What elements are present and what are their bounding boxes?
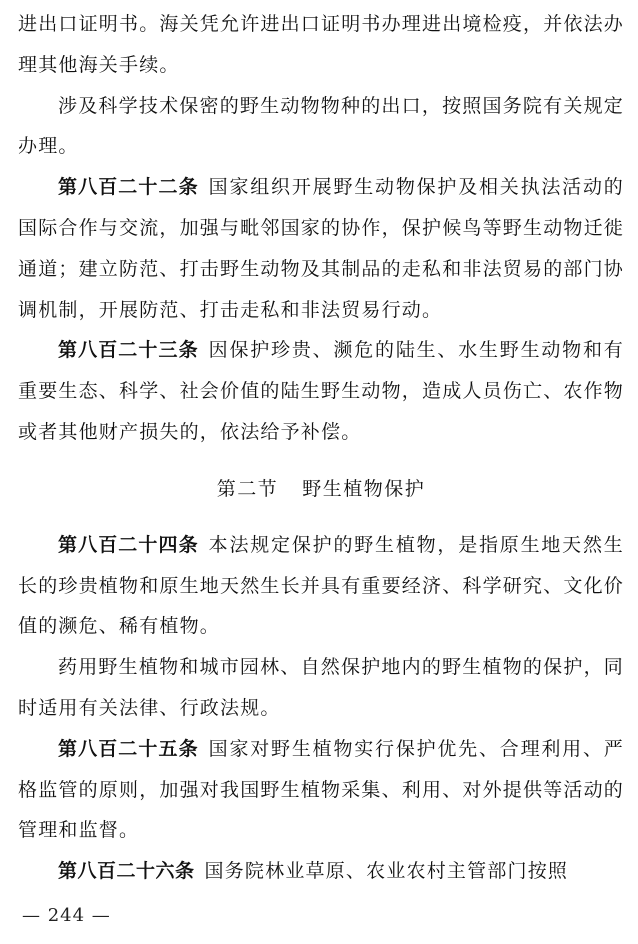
article-822	[18, 167, 624, 330]
article-826	[18, 851, 624, 892]
article-number: 第八百二十三条	[58, 339, 199, 362]
paragraph-continuation	[18, 4, 624, 86]
article-number: 第八百二十五条	[58, 737, 199, 760]
article-number: 第八百二十四条	[58, 533, 199, 556]
paragraph-text: 药用野生植物和城市园林、自然保护地内的野生植物的保护，同时适用有关法律、行政法规。	[18, 656, 624, 719]
paragraph-text: 进出口证明书。海关凭允许进出口证明书办理进出境检疫，并依法办理其他海关手续。	[18, 13, 625, 76]
paragraph	[18, 647, 624, 729]
paragraph-text: 涉及科学技术保密的野生动物物种的出口，按照国务院有关规定办理。	[18, 94, 624, 158]
article-text: 国家对野生植物实行保护优先、合理利用、严格监管的原则，加强对我国野生植物采集、利用、对外提供等活动的管理和监督。	[18, 737, 625, 842]
article-number: 第八百二十二条	[58, 176, 199, 199]
article-text: 国务院林业草原、农业农村主管部门按照	[204, 860, 569, 883]
section-heading	[18, 463, 624, 515]
document-page	[18, 4, 624, 892]
section-number: 第二节	[216, 477, 279, 500]
section-title: 野生植物保护	[302, 477, 426, 500]
article-text: 本法规定保护的野生植物，是指原生地天然生长的珍贵植物和原生地天然生长并具有重要经济、科学研究、文化价值的濒危、稀有植物。	[18, 533, 625, 638]
article-823	[18, 330, 624, 452]
article-text: 因保护珍贵、濒危的陆生、水生野生动物和有重要生态、科学、社会价值的陆生野生动物，造成人员伤亡、农作物或者其他财产损失的，依法给予补偿。	[18, 339, 625, 443]
article-825	[18, 729, 624, 851]
article-824	[18, 525, 624, 647]
paragraph	[18, 86, 624, 168]
article-number: 第八百二十六条	[58, 860, 195, 883]
article-text: 国家组织开展野生动物保护及相关执法活动的国际合作与交流，加强与毗邻国家的协作，保护候鸟等野生动物迁徙通道；建立防范、打击野生动物及其制品的走私和非法贸易的部门协调机制，开展防范、打击走私和非法贸易行动。	[18, 176, 625, 321]
page-number: — 244 —	[22, 905, 111, 926]
